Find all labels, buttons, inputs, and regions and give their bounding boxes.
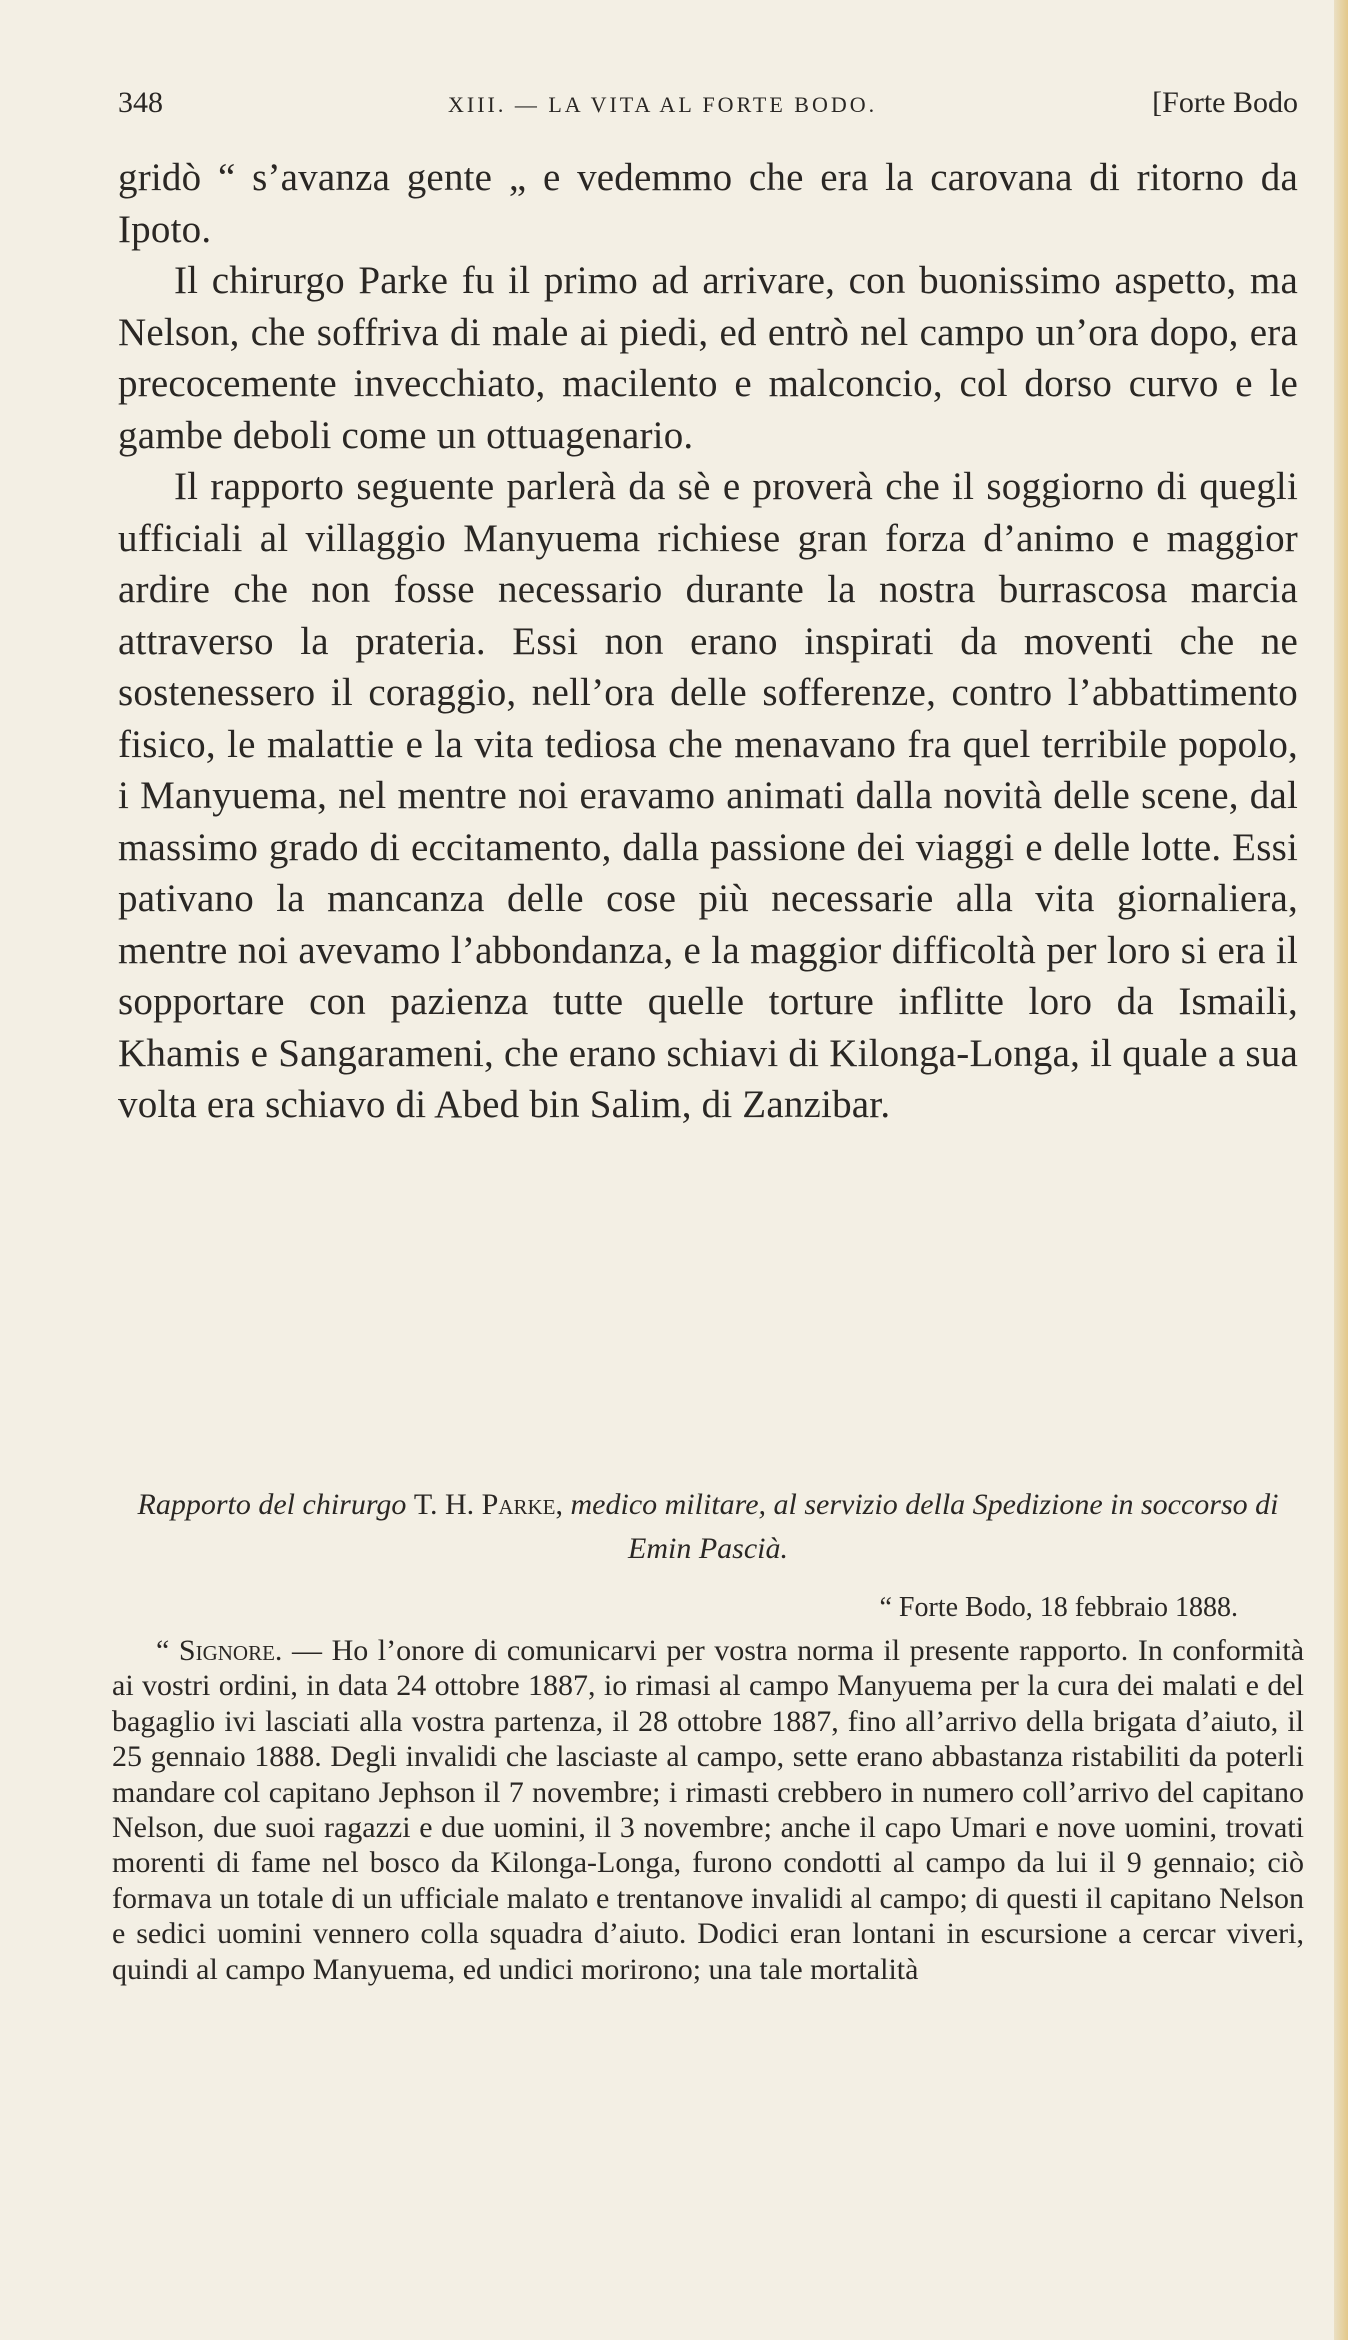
letter-paragraph: [112, 1633, 1304, 1987]
main-text: [118, 152, 1298, 1131]
letter-text: — Ho l’onore di comunicarvi per vostra norma il presente rapporto. In conformità ai vostri ordini, in data 24 ottobre 1887, io rimasi al campo Manyuema per la cura dei malati e del bagaglio ivi lasciati alla vostra partenza, il 28 ottobre 1887, fino all’arrivo della brigata d’aiuto, il 25 gennaio 1888. Degli invalidi che lasciaste al campo, sette erano abbastanza ristabiliti da poterli mandare col capitano Jephson il 7 novembre; i rimasti crebbero in numero coll’arrivo del capitano Nelson, due suoi ragazzi e due uomini, il 3 novembre; anche il capo Umari e nove uomini, trovati morenti di fame nel bosco da Kilonga-Longa, furono condotti al campo da lui il 9 gennaio; ciò formava un totale di un ufficiale malato e trentanove invalidi al campo; di questi il capitano Nelson e sedici uomini vennero colla squadra d’aiuto. Dodici eran lontani in escursione a cercar viveri, quindi al campo Manyuema, ed undici morirono; una tale mortalità: [112, 1634, 1305, 1986]
salutation: Signore.: [178, 1634, 283, 1667]
page-number: 348: [118, 86, 163, 119]
paragraph-3: Il rapporto seguente parlerà da sè e proverà che il soggiorno di quegli ufficiali al villaggio Manyuema richiese gran forza d’animo e maggior ardire che non fosse necessario durante la nostra burrascosa marcia attraverso la prateria. Essi non erano inspirati da moventi che ne sostenessero il coraggio, nell’ora delle sofferenze, contro l’abbattimento fisico, le malattie e la vita tediosa che menavano fra quel terribile popolo, i Manyuema, nel mentre noi eravamo animati dalla novità delle scene, dal massimo grado di eccitamento, dalla passione dei viaggi e delle lotte. Essi pativano la mancanza delle cose più necessarie alla vita giornaliera, mentre noi avevamo l’abbondanza, e la maggior difficoltà per loro si era il sopportare con pazienza tutte quelle torture inflitte loro da Ismaili, Khamis e Sangarameni, che erano schiavi di Kilonga-Longa, il quale a sua volta era schiavo di Abed bin Salim, di Zanzibar.: [118, 465, 1298, 1126]
chapter-title: XIII. — LA VITA AL FORTE BODO.: [448, 92, 878, 117]
report-title-part-2: medico militare, al servizio della Spedizione in soccorso di Emin Pascià.: [570, 1488, 1279, 1565]
running-head: [118, 86, 1298, 130]
paragraph-1: gridò “ s’avanza gente „ e vedemmo che era la carovana di ritorno da Ipoto.: [118, 156, 1298, 251]
report-title: [118, 1483, 1298, 1571]
report-title-part-1: Rapporto del chirurgo: [137, 1488, 407, 1521]
paragraph-2: Il chirurgo Parke fu il primo ad arrivare, con buonissimo aspetto, ma Nelson, che soffriva di male ai piedi, ed entrò nel campo un’ora dopo, era precocemente invecchiato, macilento e malconcio, col dorso curvo e le gambe deboli come un ottuagenario.: [118, 259, 1298, 457]
letter-body: [112, 1633, 1304, 1987]
report-date: “ Forte Bodo, 18 febbraio 1888.: [879, 1592, 1238, 1623]
report-author: T. H. Parke,: [413, 1488, 564, 1521]
salutation-quote: “: [156, 1634, 170, 1667]
page-edge: [1334, 0, 1348, 2340]
section-title: [Forte Bodo: [1152, 86, 1298, 119]
